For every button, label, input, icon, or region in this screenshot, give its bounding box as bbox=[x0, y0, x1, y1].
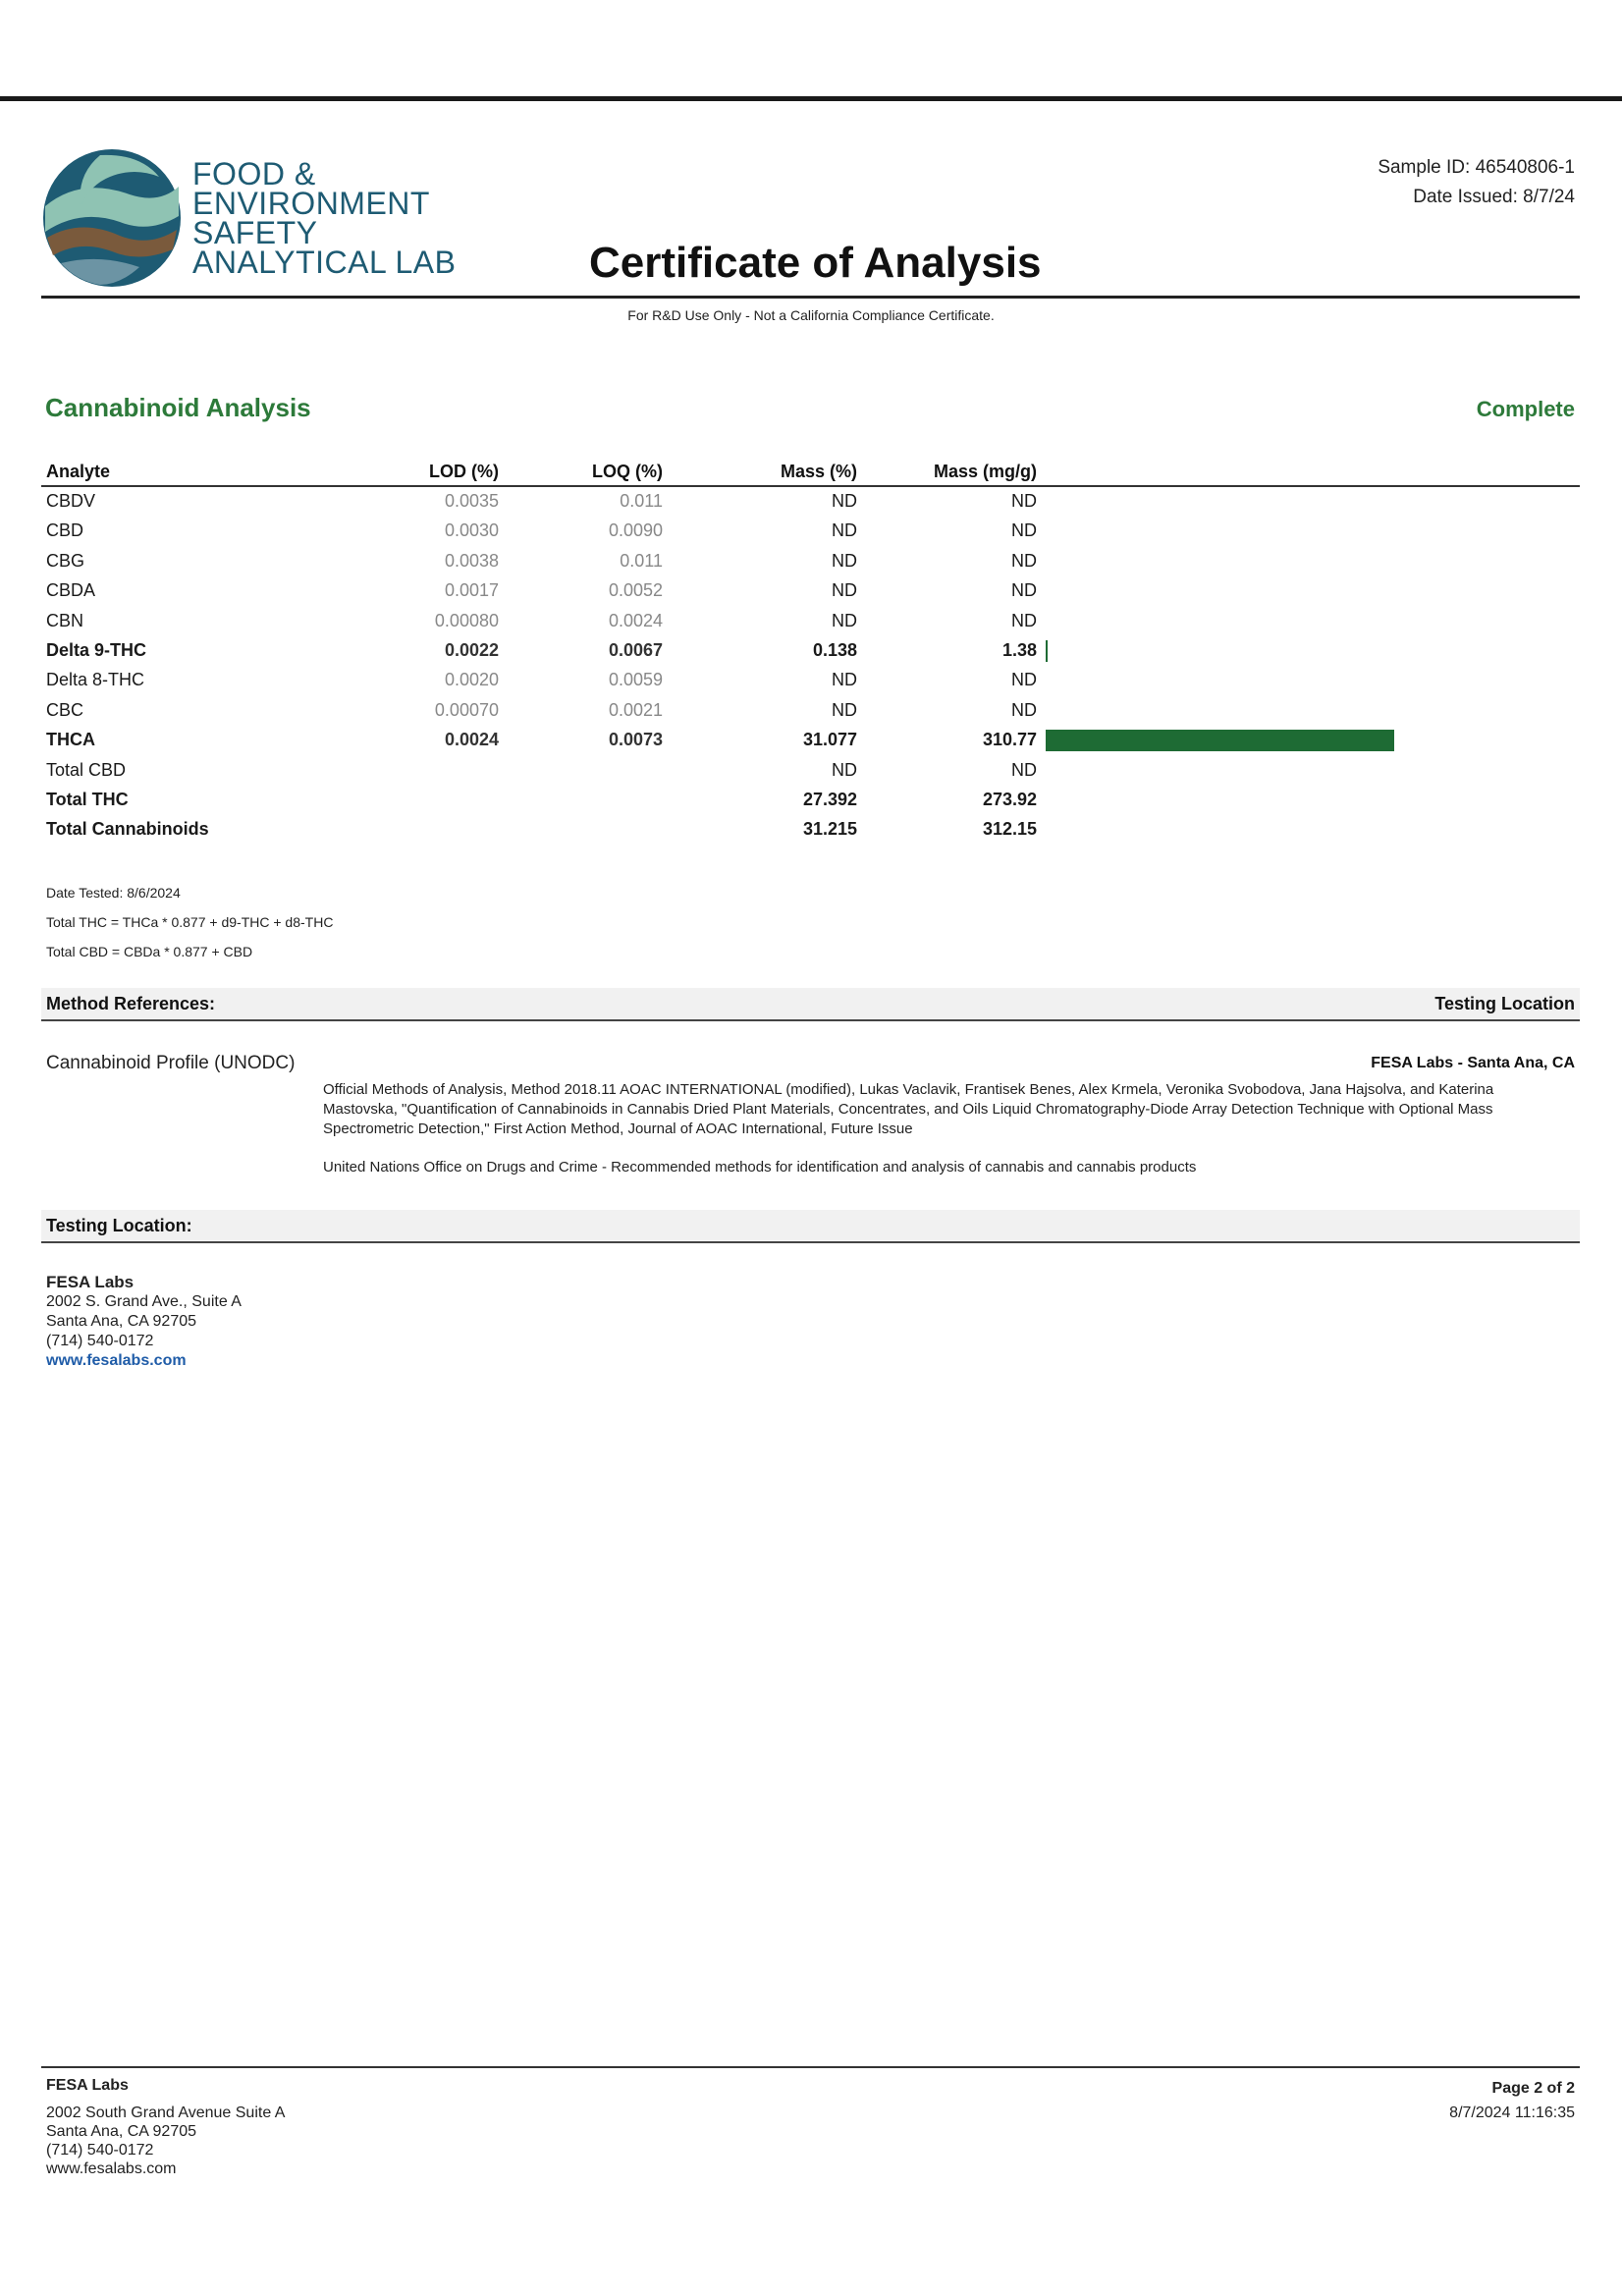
method-references-header bbox=[41, 988, 1580, 1021]
testing-location-label: Testing Location bbox=[1434, 994, 1575, 1013]
method-location: FESA Labs - Santa Ana, CA bbox=[1371, 1055, 1575, 1071]
mass-pct-cell: 0.138 bbox=[812, 640, 857, 660]
analyte-cell: Total CBD bbox=[46, 759, 127, 780]
mass-pct-cell: ND bbox=[832, 580, 857, 601]
footer-website: www.fesalabs.com bbox=[46, 2160, 177, 2177]
table-row bbox=[0, 725, 1622, 754]
total-cbd-formula: Total CBD = CBDa * 0.877 + CBD bbox=[46, 944, 253, 959]
analyte-cell: Total THC bbox=[46, 790, 129, 809]
date-tested: Date Tested: 8/6/2024 bbox=[46, 885, 181, 901]
mass-mg-cell: ND bbox=[1011, 759, 1037, 780]
print-timestamp: 8/7/2024 11:16:35 bbox=[1449, 2105, 1575, 2121]
sample-id: Sample ID: 46540806-1 bbox=[1378, 157, 1575, 178]
loq-cell: 0.011 bbox=[620, 491, 663, 511]
table-row bbox=[0, 695, 1622, 725]
location-name: FESA Labs bbox=[46, 1273, 135, 1291]
column-header-loq: LOQ (%) bbox=[592, 462, 663, 481]
location-address-2: Santa Ana, CA 92705 bbox=[46, 1313, 197, 1330]
disclaimer: For R&D Use Only - Not a California Compliance Certificate. bbox=[627, 307, 995, 323]
footer-address-2: Santa Ana, CA 92705 bbox=[46, 2123, 197, 2140]
header-divider bbox=[41, 296, 1580, 299]
table-row bbox=[0, 814, 1622, 844]
loq-cell: 0.0024 bbox=[608, 610, 663, 630]
table-row bbox=[0, 516, 1622, 545]
mass-pct-cell: ND bbox=[832, 610, 857, 630]
column-header-mass-pct: Mass (%) bbox=[780, 462, 857, 481]
mass-pct-cell: ND bbox=[832, 520, 857, 541]
analyte-cell: CBDV bbox=[46, 491, 96, 511]
table-row bbox=[0, 665, 1622, 694]
loq-cell: 0.0073 bbox=[608, 730, 663, 750]
mass-mg-cell: 1.38 bbox=[1001, 640, 1037, 660]
method-reference-1: Official Methods of Analysis, Method 2018.11 AOAC INTERNATIONAL (modified), Lukas Vaclavik, Frantisek Benes, Alex Krmela, Veronika Svobodova, Jana Hajsolva, and Katerina Mastovska, "Quantification of Cannabinoids in Cannabis Dried Plant Materials, Concentrates, and Oils Liquid Chromatography-Diode Array Detection Technique with Optional Mass Spectrometric Detection," First Action Method, Journal of AOAC International, Future Issue bbox=[323, 1081, 1494, 1137]
footer-divider bbox=[41, 2066, 1580, 2068]
method-references-label: Method References: bbox=[46, 994, 216, 1013]
lod-cell: 0.0030 bbox=[444, 520, 499, 541]
top-border bbox=[0, 96, 1622, 101]
mass-mg-cell: 273.92 bbox=[982, 790, 1037, 809]
page-number: Page 2 of 2 bbox=[1491, 2080, 1575, 2097]
lod-cell: 0.00070 bbox=[434, 699, 499, 720]
mass-pct-cell: ND bbox=[832, 699, 857, 720]
mass-pct-cell: 27.392 bbox=[802, 790, 857, 809]
sample-info bbox=[1378, 153, 1575, 212]
analyte-cell: CBN bbox=[46, 610, 84, 630]
method-reference-2: United Nations Office on Drugs and Crime - Recommended methods for identification and analysis of cannabis and cannabis products bbox=[323, 1159, 1197, 1175]
document-title: Certificate of Analysis bbox=[589, 239, 1042, 287]
mass-mg-cell: 310.77 bbox=[982, 730, 1037, 750]
mass-mg-cell: ND bbox=[1011, 550, 1037, 571]
loq-cell: 0.0067 bbox=[608, 640, 663, 660]
loq-cell: 0.0052 bbox=[608, 580, 663, 601]
table-row bbox=[0, 785, 1622, 814]
mass-mg-cell: ND bbox=[1011, 580, 1037, 601]
analyte-cell: CBC bbox=[46, 699, 84, 720]
lod-cell: 0.0020 bbox=[444, 670, 499, 690]
lod-cell: 0.0017 bbox=[444, 580, 499, 601]
lod-cell: 0.0038 bbox=[444, 550, 499, 571]
status-badge: Complete bbox=[1476, 397, 1575, 421]
lod-cell: 0.0035 bbox=[444, 491, 499, 511]
table-row bbox=[0, 635, 1622, 665]
footer-address bbox=[46, 2076, 285, 2178]
analyte-cell: CBD bbox=[46, 520, 84, 541]
footer-lab-name: FESA Labs bbox=[46, 2077, 129, 2094]
column-header-lod: LOD (%) bbox=[429, 462, 499, 481]
table-row bbox=[0, 546, 1622, 575]
mass-pct-cell: ND bbox=[832, 670, 857, 690]
analyte-cell: CBG bbox=[46, 550, 85, 571]
total-thc-formula: Total THC = THCa * 0.877 + d9-THC + d8-THC bbox=[46, 914, 334, 930]
analyte-cell: Total Cannabinoids bbox=[46, 819, 209, 840]
location-address-1: 2002 S. Grand Ave., Suite A bbox=[46, 1293, 242, 1310]
analyte-cell: Delta 8-THC bbox=[46, 670, 145, 690]
table-row bbox=[0, 606, 1622, 635]
lab-name: FOOD & ENVIRONMENT SAFETY ANALYTICAL LAB bbox=[192, 156, 457, 280]
lod-cell: 0.00080 bbox=[434, 610, 499, 630]
analyte-cell: CBDA bbox=[46, 580, 96, 601]
loq-cell: 0.0021 bbox=[608, 699, 663, 720]
mass-pct-cell: 31.077 bbox=[802, 730, 857, 750]
footer-phone: (714) 540-0172 bbox=[46, 2142, 154, 2159]
mass-mg-cell: ND bbox=[1011, 699, 1037, 720]
lab-logo-icon bbox=[41, 147, 184, 290]
mass-mg-cell: ND bbox=[1011, 520, 1037, 541]
location-website-link[interactable]: www.fesalabs.com bbox=[46, 1352, 187, 1369]
analyte-cell: THCA bbox=[46, 730, 95, 750]
mass-pct-cell: ND bbox=[832, 491, 857, 511]
mass-mg-cell: ND bbox=[1011, 610, 1037, 630]
mass-bar bbox=[1046, 640, 1048, 662]
mass-mg-cell: ND bbox=[1011, 670, 1037, 690]
footer-address-1: 2002 South Grand Avenue Suite A bbox=[46, 2105, 286, 2121]
loq-cell: 0.011 bbox=[620, 550, 663, 571]
date-issued: Date Issued: 8/7/24 bbox=[1413, 187, 1575, 207]
testing-location-address bbox=[46, 1273, 242, 1371]
notes bbox=[46, 878, 333, 966]
footer-page-info bbox=[1449, 2076, 1575, 2125]
loq-cell: 0.0059 bbox=[608, 670, 663, 690]
column-header-mass-mg: Mass (mg/g) bbox=[933, 462, 1037, 481]
mass-mg-cell: 312.15 bbox=[982, 819, 1037, 840]
mass-pct-cell: ND bbox=[832, 550, 857, 571]
table-header bbox=[0, 462, 1622, 485]
table-row bbox=[0, 486, 1622, 516]
analyte-cell: Delta 9-THC bbox=[46, 640, 147, 660]
table-row bbox=[0, 575, 1622, 605]
lod-cell: 0.0024 bbox=[444, 730, 499, 750]
lod-cell: 0.0022 bbox=[444, 640, 499, 660]
method-name: Cannabinoid Profile (UNODC) bbox=[46, 1053, 296, 1073]
mass-bar bbox=[1046, 730, 1394, 751]
testing-location-heading: Testing Location: bbox=[46, 1216, 192, 1235]
section-title: Cannabinoid Analysis bbox=[45, 393, 311, 422]
column-header-analyte: Analyte bbox=[46, 462, 111, 481]
mass-pct-cell: ND bbox=[832, 759, 857, 780]
loq-cell: 0.0090 bbox=[608, 520, 663, 541]
table-row bbox=[0, 755, 1622, 785]
mass-mg-cell: ND bbox=[1011, 491, 1037, 511]
testing-location-header bbox=[41, 1210, 1580, 1243]
mass-pct-cell: 31.215 bbox=[802, 819, 857, 840]
location-phone: (714) 540-0172 bbox=[46, 1333, 154, 1349]
